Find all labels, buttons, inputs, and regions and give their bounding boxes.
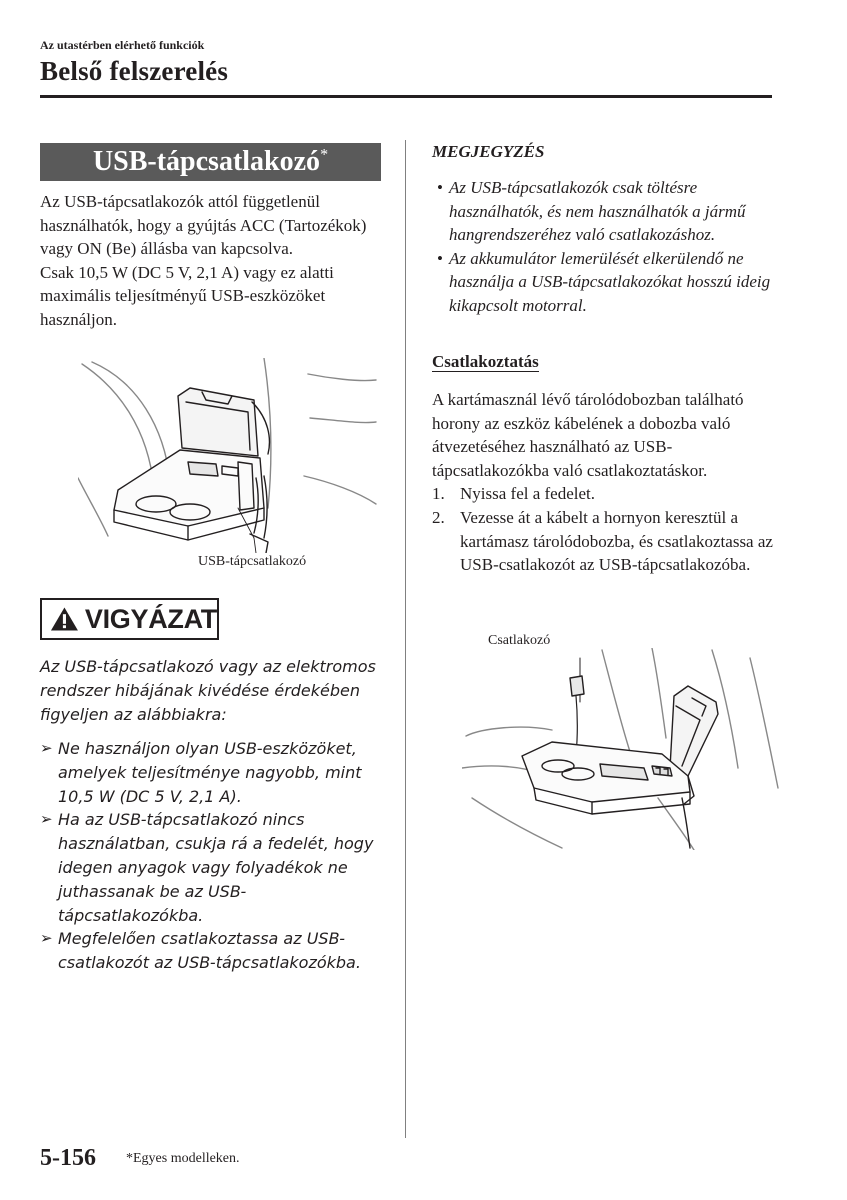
list-item [40,927,390,975]
list-item-text: Ha az USB-tápcsatlakozó nincs használatban, csukja rá a fedelét, hogy idegen anyagok vagy folyadékok ne juthassanak be az USB-tápcsatlakozókba. [58,810,374,925]
caution-intro: Az USB-tápcsatlakozó vagy az elektromos rendszer hibájának kivédése érdekében figyeljen az alábbiakra: [40,657,376,724]
connection-heading [432,352,539,372]
figure-label: Csatlakozó [488,633,551,648]
connection-heading-text: Csatlakoztatás [432,352,539,371]
paragraph: Csak 10,5 W (DC 5 V, 2,1 A) vagy ez alatti maximális teljesítményű USB-eszközöket használjon. [40,262,334,329]
caution-title: VIGYÁZAT [84,603,217,634]
caution-list [40,737,390,975]
breadcrumb: Az utastérben elérhető funkciók [40,38,205,52]
column-divider [405,140,406,1138]
page-number: 5-156 [40,1145,96,1171]
step-item [432,506,777,577]
arrow-bullet-icon: ➢ [40,739,53,757]
page-title: Belső felszerelés [40,56,229,86]
note-heading: MEGJEGYZÉS [432,142,545,161]
step-text: Vezesse át a kábelt a hornyon keresztül a kartámasz tárolódobozba, és csatlakoztassa az USB-csatlakozót az USB-tápcsatlakozóba. [460,507,773,575]
header-rule [40,95,772,98]
list-item [40,808,390,927]
section-title-mark: * [320,146,329,164]
footnote: *Egyes modelleken. [126,1151,240,1166]
list-item-text: Az USB-tápcsatlakozók csak töltésre használhatók, és nem használhatók a jármű hangrendszeréhez való csatlakozáshoz. [449,178,746,245]
section-title-banner [40,143,381,181]
left-body-text [40,190,390,332]
section-title: USB-tápcsatlakozó [92,146,321,177]
list-item-text: Az akkumulátor lemerülését elkerülendő ne használja a USB-tápcsatlakozókat hosszú ideig kikapcsolt motorral. [449,248,771,315]
bullet-icon: • [437,178,443,197]
list-item [432,176,777,247]
paragraph: A kartámasznál lévő tárolódobozban található horony az eszköz kábelének a dobozba való átvezetéséhez használható az USB-tápcsatlakozókba való csatlakoztatáskor. [432,390,744,480]
step-number: 2. [432,507,445,527]
armrest-usb-figure [78,358,378,553]
list-item-text: Ne használjon olyan USB-eszközöket, amelyek teljesítménye nagyobb, mint 10,5 W (DC 5 V, 2,1 A). [58,739,362,806]
list-item-text: Megfelelően csatlakoztassa az USB-csatlakozót az USB-tápcsatlakozókba. [58,929,361,973]
step-text: Nyissa fel a fedelet. [460,484,595,504]
note-list [432,176,777,318]
connector-figure [462,648,780,850]
paragraph: Az USB-tápcsatlakozók attól függetlenül használhatók, hogy a gyújtás ACC (Tartozékok) vagy ON (Be) állásba van kapcsolva. [40,192,367,259]
connection-body [432,388,777,577]
bullet-icon: • [437,248,443,268]
list-item [40,737,390,808]
steps-list [432,482,777,576]
list-item [432,247,777,318]
step-number: 1. [432,484,445,504]
warning-triangle-icon [50,606,79,632]
step-item [432,482,777,506]
caution-header [40,598,219,640]
arrow-bullet-icon: ➢ [40,929,53,948]
arrow-bullet-icon: ➢ [40,810,53,829]
figure-label: USB-tápcsatlakozó [198,554,307,569]
